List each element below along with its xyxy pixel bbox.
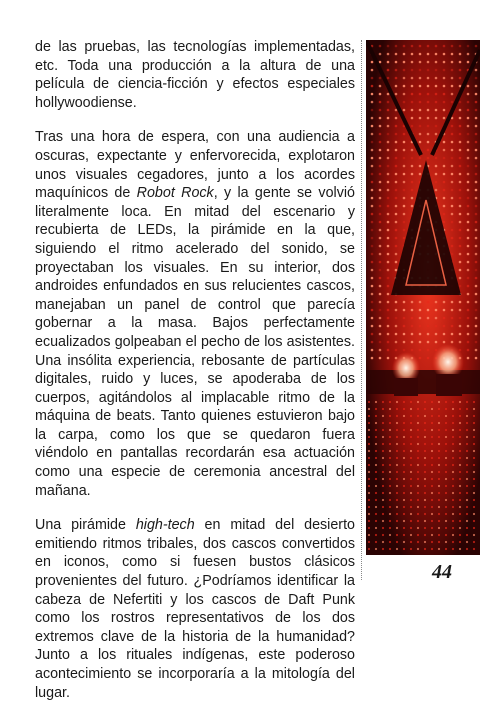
body-text	[35, 38, 355, 718]
text-run: de las pruebas, las tecnologías implementadas, etc. Toda una producción a la altura de una película de ciencia-ficción y efectos especiales hollywoodiense.	[35, 39, 355, 111]
page-number: 44	[432, 561, 452, 583]
column-divider	[361, 40, 362, 580]
paragraph	[35, 128, 355, 500]
text-run: Una pirámide	[35, 517, 136, 534]
paragraph	[35, 516, 355, 702]
text-run: , y la gente se volvió literalmente loca. En mitad del escenario y recubierta de LEDs, la pirámide en la que, siguiendo el ritmo acelerado del sonido, se proyectaban los visuales. En su interior, dos androides enfundados en sus relucientes cascos, manejaban un panel de control que parecía gobernar a la masa. Bajos perfectamente ecualizados golpeaban el pecho de los asistentes. Una insólita experiencia, rebosante de partículas digitales, ruido y luces, se apoderaba de los cuerpos, agitándolos al implacable ritmo de la máquina de beats. Tanto quienes estuvieron bajo la carpa, como los que se quedaron fuera viéndolo en pantallas recordarán esa actuación como una especie de ceremonia ancestral del mañana.	[35, 185, 355, 499]
text-run: en mitad del desierto emitiendo ritmos tribales, dos cascos convertidos en iconos, como si fuesen bustos clásicos provenientes del futuro. ¿Podríamos identificar la cabeza de Nefertiti y los cascos de Daft Punk como los rostros representativos de los dos extremos clave de la historia de la humanidad? Junto a los rituales indígenas, este poderoso acontecimiento se incorporaría a la mitología del lugar.	[35, 517, 355, 701]
led-pyramid-photo	[366, 40, 480, 555]
italic-text: high-tech	[135, 517, 195, 534]
text-run: Tras una hora de espera, con una audiencia a oscuras, expectante y enfervorecida, explotaron unos visuales cegadores, junto a los acordes maquínicos de	[35, 129, 355, 202]
paragraph	[35, 38, 355, 112]
italic-text: Robot Rock	[136, 185, 214, 202]
